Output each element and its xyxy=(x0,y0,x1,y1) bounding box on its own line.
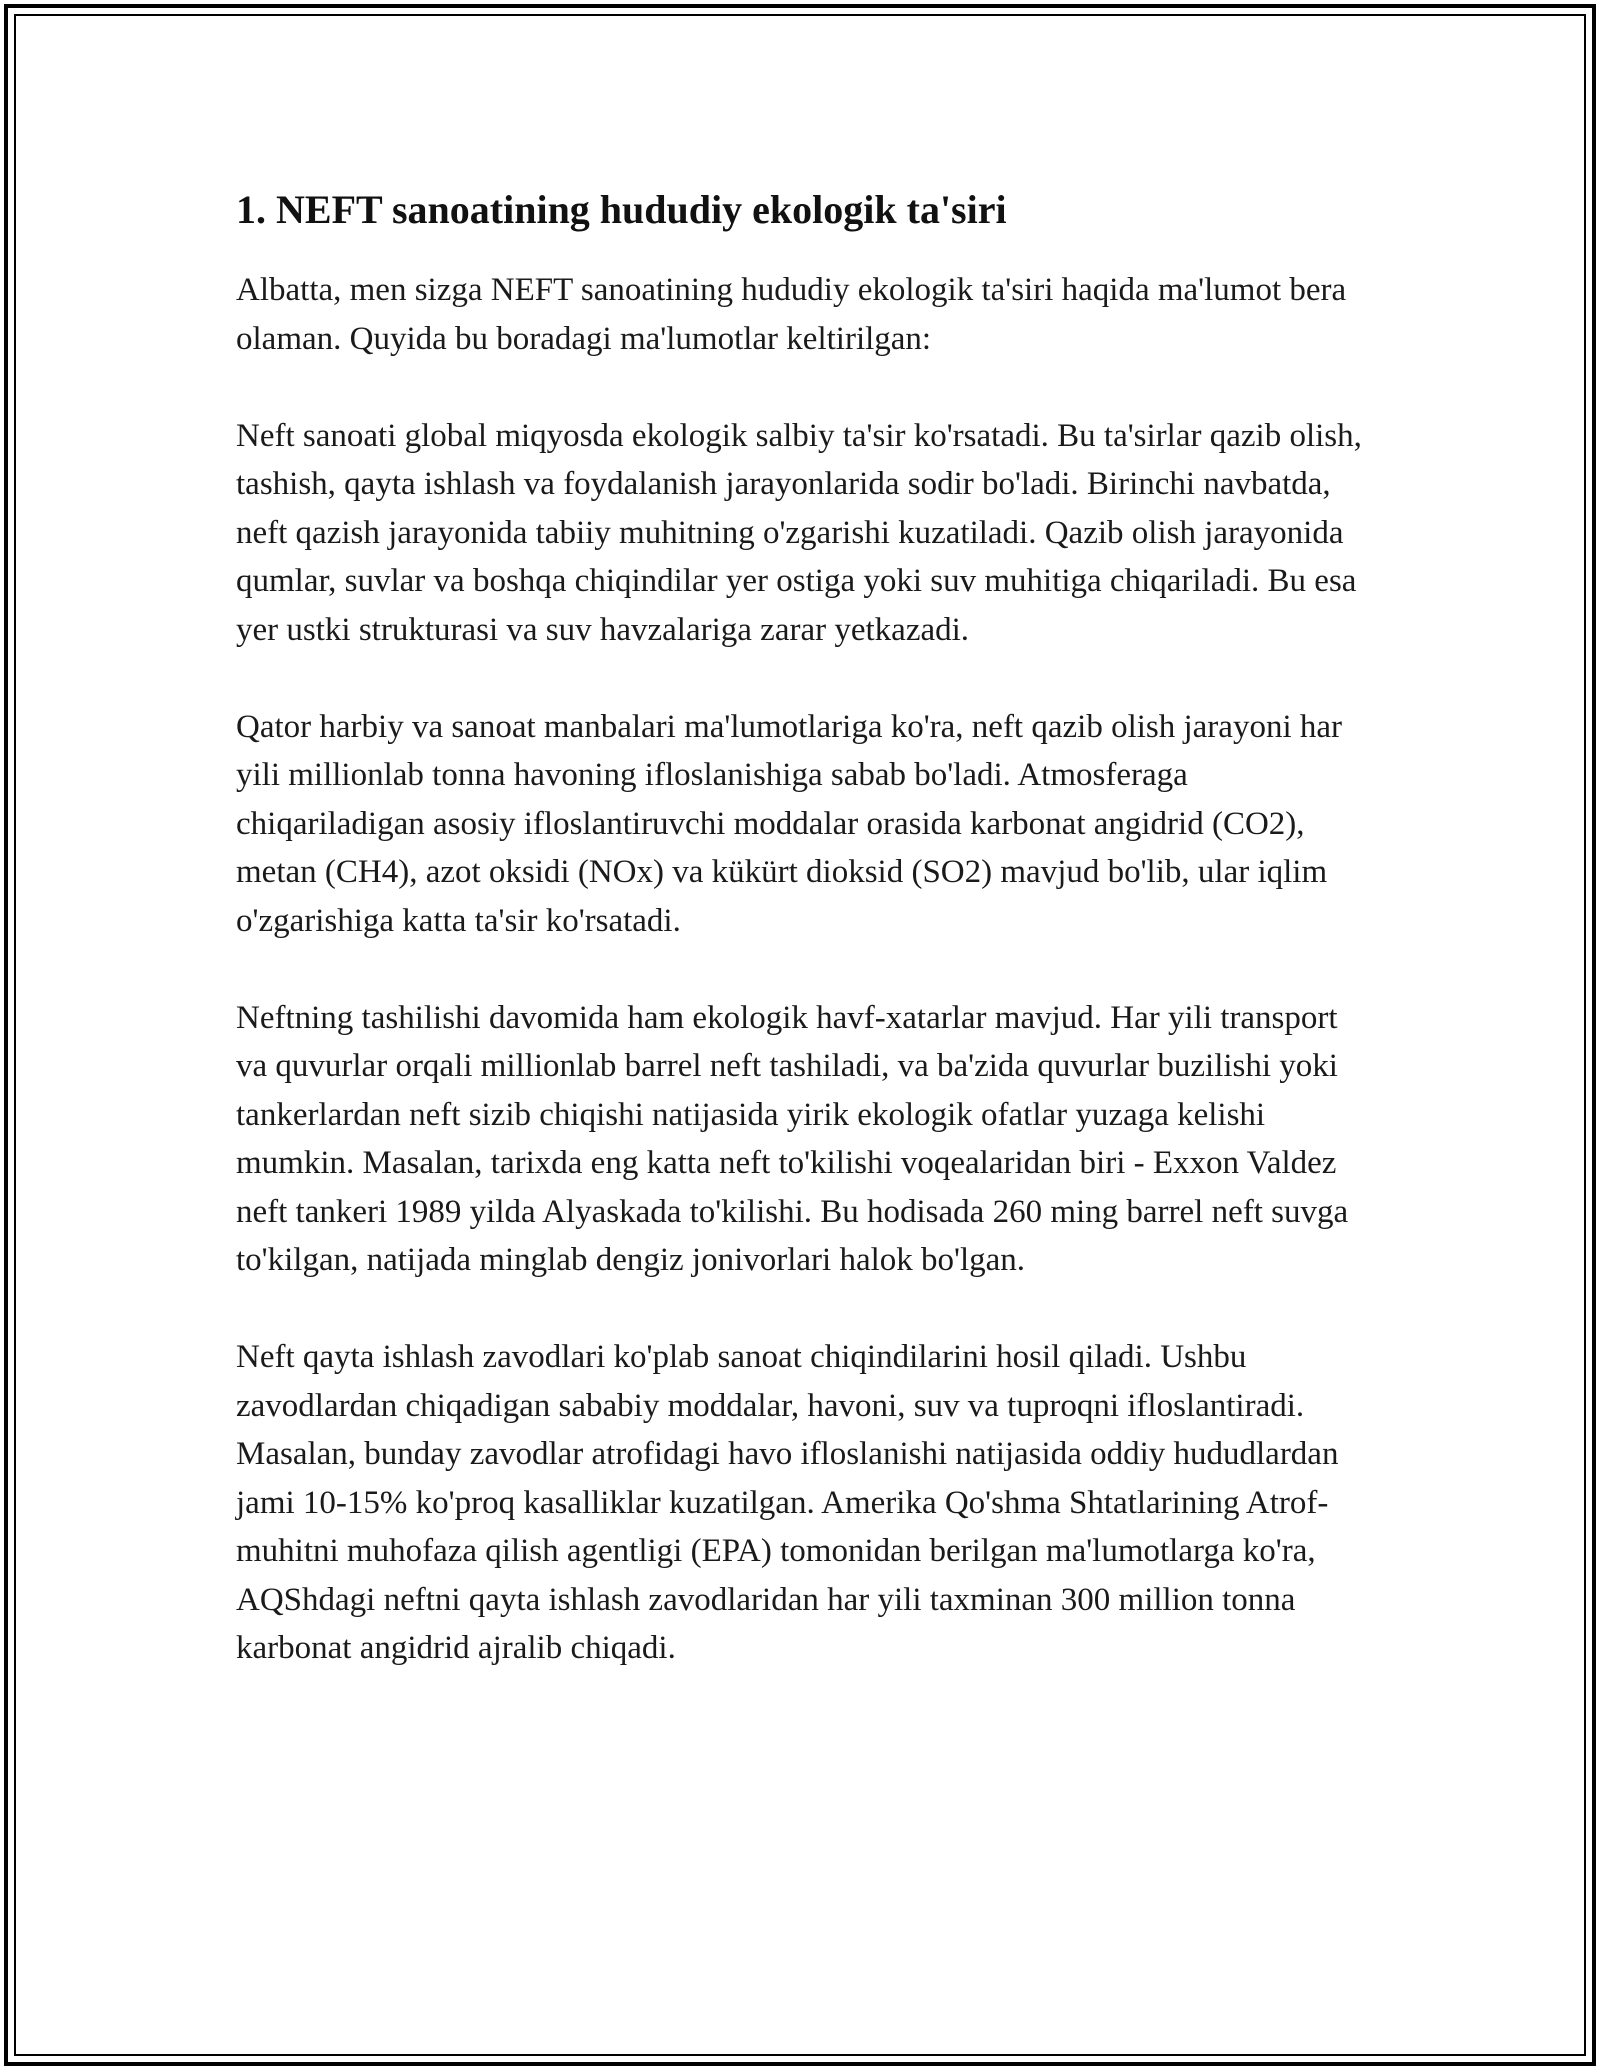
paragraph-transport-risks: Neftning tashilishi davomida ham ekologik havf-xatarlar mavjud. Har yili transport va quvurlar orqali millionlab barrel neft tashiladi, va ba'zida quvurlar buzilishi yoki tankerlardan neft sizib chiqishi natijasida yirik ekologik ofatlar yuzaga kelishi mumkin. Masalan, tarixda eng katta neft to'kilishi voqealaridan biri - Exxon Valdez neft tankeri 1989 yilda Alyaskada to'kilishi. Bu hodisada 260 ming barrel neft suvga to'kilgan, natijada minglab dengiz jonivorlari halok bo'lgan. xyxy=(236,999,1349,1278)
intro-paragraph: Albatta, men sizga NEFT sanoatining hududiy ekologik ta'siri haqida ma'lumot bera olaman. Quyida bu boradagi ma'lumotlar keltirilgan: xyxy=(236,272,1347,357)
paragraph-air-pollution: Qator harbiy va sanoat manbalari ma'lumotlariga ko'ra, neft qazib olish jarayoni har yili millionlab tonna havoning ifloslanishiga sabab bo'ladi. Atmosferaga chiqariladigan asosiy ifloslantiruvchi moddalar orasida karbonat angidrid (CO2), metan (CH4), azot oksidi (NOx) va kükürt dioksid (SO2) mavjud bo'lib, ular iqlim o'zgarishiga katta ta'sir ko'rsatadi. xyxy=(236,708,1342,939)
page-title: 1. NEFT sanoatining hududiy ekologik ta'siri xyxy=(236,187,1007,232)
paragraph-refineries: Neft qayta ishlash zavodlari ko'plab sanoat chiqindilarini hosil qiladi. Ushbu zavodlardan chiqadigan sababiy moddalar, havoni, suv va tuproqni ifloslantiradi. Masalan, bunday zavodlar atrofidagi havo ifloslanishi natijasida oddiy hududlardan jami 10-15% ko'proq kasalliklar kuzatilgan. Amerika Qo'shma Shtatlarining Atrof-muhitni muhofaza qilish agentligi (EPA) tomonidan berilgan ma'lumotlarga ko'ra, AQShdagi neftni qayta ishlash zavodlaridan har yili taxminan 300 million tonna karbonat angidrid ajralib chiqadi. xyxy=(236,1339,1339,1666)
document-body xyxy=(236,186,1376,1673)
paragraph-global-impact: Neft sanoati global miqyosda ekologik salbiy ta'sir ko'rsatadi. Bu ta'sirlar qazib olish, tashish, qayta ishlash va foydalanish jarayonlarida sodir bo'ladi. Birinchi navbatda, neft qazish jarayonida tabiiy muhitning o'zgarishi kuzatiladi. Qazib olish jarayonida qumlar, suvlar va boshqa chiqindilar yer ostiga yoki suv muhitiga chiqariladi. Bu esa yer ustki strukturasi va suv havzalariga zarar yetkazadi. xyxy=(236,417,1362,648)
